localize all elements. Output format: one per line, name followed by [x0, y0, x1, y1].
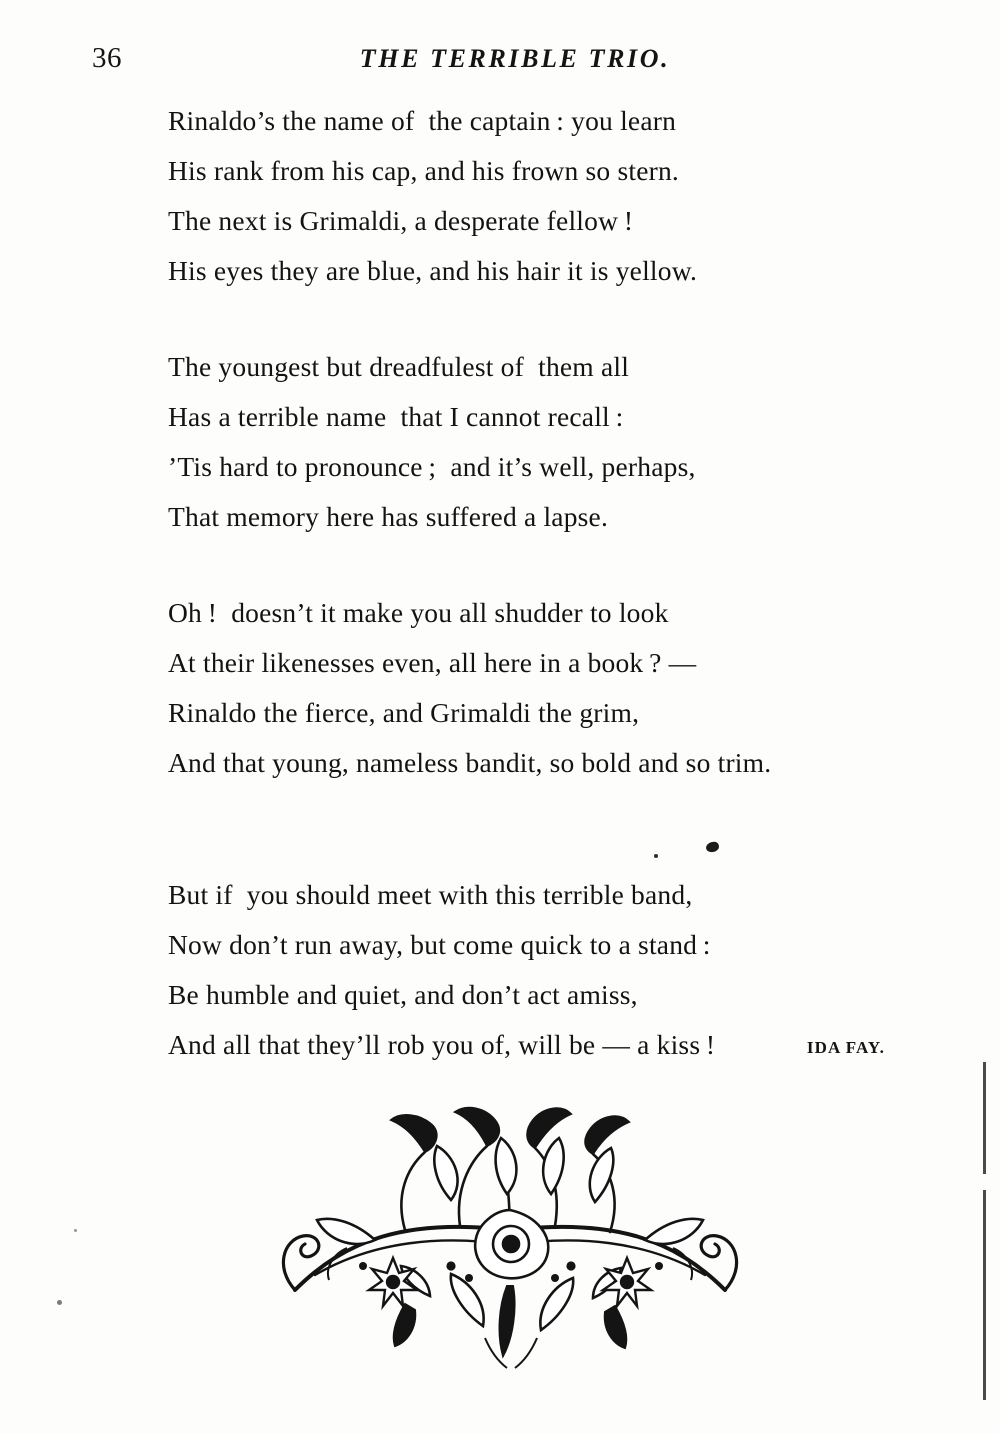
- ink-speck: [74, 1229, 77, 1232]
- poem-line: Now don’t run away, but come quick to a stand :: [168, 929, 711, 960]
- page-edge-artifact: [983, 1190, 986, 1400]
- poem-line: That memory here has suffered a lapse.: [168, 501, 609, 532]
- poem-line: The next is Grimaldi, a desperate fellow !: [168, 205, 634, 236]
- leaf-dot-icon: [705, 841, 719, 853]
- poem-line: His eyes they are blue, and his hair it is yellow.: [168, 255, 698, 286]
- poem-line: The youngest but dreadfulest of them all: [168, 351, 630, 382]
- poem-line: Be humble and quiet, and don’t act amiss,: [168, 979, 638, 1010]
- poem-line: But if you should meet with this terrible band,: [168, 879, 693, 910]
- stanza-1: [168, 96, 968, 296]
- page-edge-artifact: [983, 1062, 986, 1174]
- stanza-divider-ornament: [168, 834, 968, 868]
- stanza-2: [168, 342, 968, 542]
- floral-vignette-engraving: [255, 1090, 765, 1380]
- page-number: 36: [92, 42, 122, 74]
- stanza-3: [168, 588, 968, 788]
- poem-line: Rinaldo’s the name of the captain : you learn: [168, 105, 677, 136]
- poem-line: Rinaldo the fierce, and Grimaldi the grim,: [168, 697, 640, 728]
- running-head-text: THE TERRIBLE TRIO.: [359, 44, 671, 73]
- ink-speck: [57, 1300, 62, 1305]
- poem-line: And that young, nameless bandit, so bold and so trim.: [168, 747, 772, 778]
- poem-line: Has a terrible name that I cannot recall :: [168, 401, 624, 432]
- poem-line: And all that they’ll rob you of, will be — a kiss !: [168, 1029, 716, 1060]
- poem-line: Oh ! doesn’t it make you all shudder to look: [168, 597, 669, 628]
- poem-body: [168, 96, 968, 1070]
- author-signature: IDA FAY.: [806, 1038, 885, 1057]
- poem-line: ’Tis hard to pronounce ; and it’s well, perhaps,: [168, 451, 696, 482]
- poem-line: His rank from his cap, and his frown so stern.: [168, 155, 679, 186]
- ink-speck: [654, 854, 658, 858]
- page-header: [0, 22, 1000, 74]
- running-head: [0, 44, 1000, 74]
- poem-line: At their likenesses even, all here in a book ? —: [168, 647, 697, 678]
